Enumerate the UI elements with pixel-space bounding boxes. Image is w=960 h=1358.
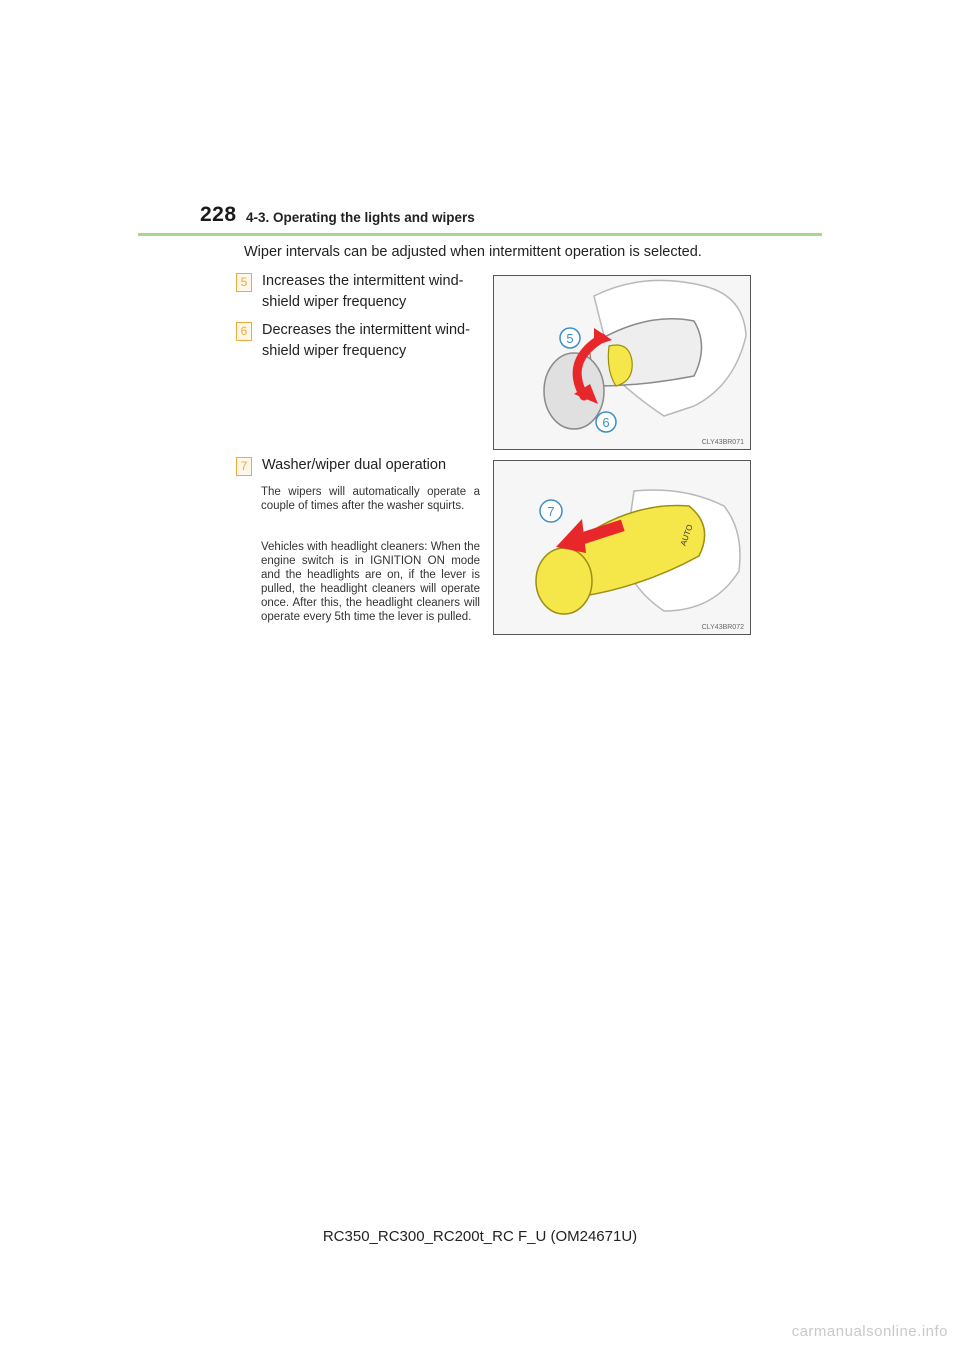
intro-text: Wiper intervals can be adjusted when intermittent operation is selected.: [244, 244, 702, 260]
page-number: 228: [200, 203, 237, 226]
header-rule: [138, 233, 822, 236]
figure-washer-pull: [493, 460, 751, 635]
figure-code: CLY43BR071: [701, 439, 744, 446]
callout-number: 7: [236, 457, 252, 476]
figure-callout-6: 6: [602, 415, 610, 430]
callout-number: 5: [236, 273, 252, 292]
figure-code: CLY43BR072: [701, 624, 744, 631]
page-footer: RC350_RC300_RC200t_RC F_U (OM24671U): [322, 1228, 638, 1245]
lever-auto-label: AUTO: [678, 523, 695, 548]
note-washer: The wipers will automatically operate a couple of times after the washer squirts.: [261, 486, 480, 512]
item-6: [236, 320, 480, 362]
item-label: Increases the intermittent wind-shield wiper frequency: [262, 273, 464, 310]
figure-callout-5: 5: [566, 331, 574, 346]
section-title: 4-3. Operating the lights and wipers: [246, 210, 475, 225]
figure-callout-7: 7: [547, 504, 555, 519]
watermark: carmanualsonline.info: [791, 1323, 948, 1340]
item-label: Decreases the intermittent wind-shield wiper frequency: [262, 322, 470, 359]
item-7: [236, 455, 480, 476]
item-5: [236, 271, 480, 313]
callout-number: 6: [236, 322, 252, 341]
figure-wiper-interval: [493, 275, 751, 450]
item-label: Washer/wiper dual operation: [262, 457, 447, 473]
washer-pull-illustration: [494, 461, 750, 634]
wiper-interval-illustration: [494, 276, 750, 449]
note-headlight-cleaners: Vehicles with headlight cleaners: When the engine switch is in IGNITION ON mode and the headlights are on, if the lever is pulled, the headlight cleaners will operate once. After this, the headlight cleaners will operate every 5th time the lever is pulled.: [261, 541, 480, 623]
